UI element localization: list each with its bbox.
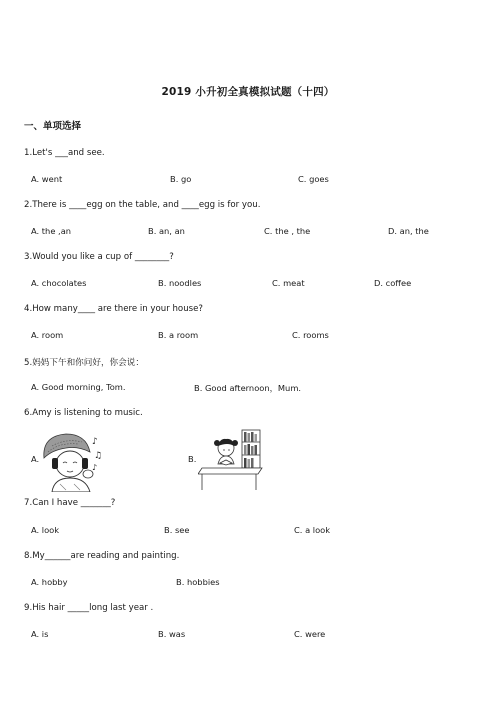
question-4-option-c[interactable]: C. rooms	[292, 330, 329, 340]
question-8-option-a[interactable]: A. hobby	[31, 577, 68, 587]
question-4-stem: 4.How many____ are there in your house?	[24, 304, 203, 314]
page-title: 2019 小升初全真模拟试题（十四）	[161, 86, 335, 98]
question-3-option-b[interactable]: B. noodles	[158, 278, 202, 288]
question-9-option-a[interactable]: A. is	[31, 629, 49, 639]
question-5-option-b[interactable]: B. Good afternoon，Mum.	[194, 383, 302, 393]
question-6-stem: 6.Amy is listening to music.	[24, 408, 143, 418]
question-1-stem: 1.Let's ___and see.	[24, 148, 105, 158]
question-6-option-b[interactable]: B.	[188, 454, 197, 464]
question-8-option-b[interactable]: B. hobbies	[176, 577, 220, 587]
svg-text:♪: ♪	[92, 437, 98, 447]
question-2-option-d[interactable]: D. an, the	[388, 226, 429, 236]
question-8-stem: 8.My______are reading and painting.	[24, 551, 180, 561]
question-2-option-c[interactable]: C. the , the	[264, 226, 311, 236]
svg-text:♪: ♪	[92, 463, 98, 472]
question-7-stem: 7.Can I have _______?	[24, 498, 116, 508]
question-3-option-a[interactable]: A. chocolates	[31, 278, 87, 288]
question-7-option-b[interactable]: B. see	[164, 525, 190, 535]
question-9-option-c[interactable]: C. were	[294, 629, 326, 639]
question-2-option-a[interactable]: A. the ,an	[31, 226, 72, 236]
question-5-option-a[interactable]: A. Good morning, Tom.	[31, 382, 126, 392]
question-1-option-c[interactable]: C. goes	[298, 174, 329, 184]
question-1-option-a[interactable]: A. went	[31, 174, 63, 184]
question-3-option-d[interactable]: D. coffee	[374, 278, 412, 288]
question-7-option-c[interactable]: C. a look	[294, 525, 331, 535]
girl-listening-music-illustration	[38, 430, 104, 492]
question-7-option-a[interactable]: A. look	[31, 525, 60, 535]
section-heading: 一、单项选择	[24, 121, 82, 132]
question-1-option-b[interactable]: B. go	[170, 174, 192, 184]
question-2-option-b[interactable]: B. an, an	[148, 226, 185, 236]
girl-reading-desk-illustration	[198, 428, 264, 490]
question-4-option-a[interactable]: A. room	[31, 330, 64, 340]
question-2-stem: 2.There is ____egg on the table, and ____egg is for you.	[24, 200, 261, 210]
question-4-option-b[interactable]: B. a room	[158, 330, 199, 340]
question-6-option-a[interactable]: A.	[31, 454, 40, 464]
question-3-option-c[interactable]: C. meat	[272, 278, 305, 288]
question-9-option-b[interactable]: B. was	[158, 629, 186, 639]
question-5-stem: 5.妈妈下午和你问好，你会说：	[24, 358, 144, 368]
svg-text:♫: ♫	[94, 451, 103, 461]
question-9-stem: 9.His hair _____long last year .	[24, 603, 154, 613]
question-3-stem: 3.Would you like a cup of ________?	[24, 252, 174, 262]
